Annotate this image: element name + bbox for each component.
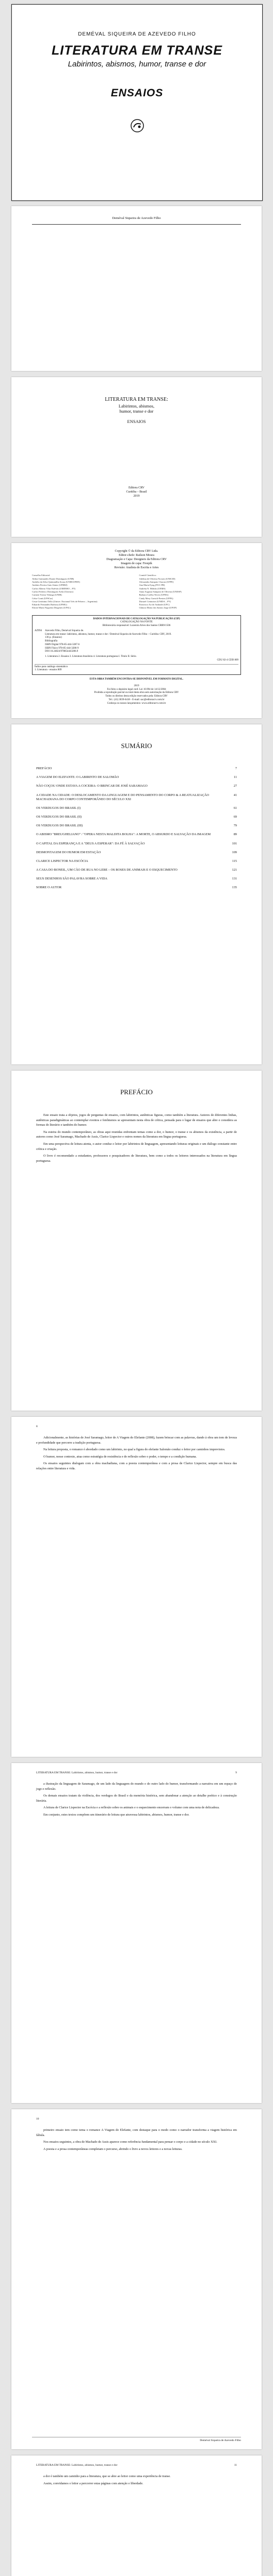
rights-holder: Todos os direitos desta edição reservados pela: Editora CRV [105,695,168,698]
running-footer-author: Deméval Siqueira de Azevedo Filho [200,2439,241,2442]
rights-website: Conheça os nossos lançamentos: www.editoracrv.com.br [107,702,166,705]
cover-author: DEMÉVAL SIQUEIRA DE AZEVEDO FILHO [78,31,196,37]
design-line: Diagramação e Capa: Designers da Editora CRV [106,558,167,562]
running-header [36,1771,237,1774]
body-paragraph: a ilustração da linguagem de Saramago, de um lado da linguagem do mundo e do outro lado do humor, transformando a narrativa em um espaço de jogo e reflexão. [36,1782,237,1791]
summary-item[interactable] [36,793,237,802]
summary-item[interactable] [36,851,237,855]
copyright-page [11,543,262,718]
cip-index-heading: Índice para catálogo sistemático [35,665,68,668]
summary-item-page: 101 [232,841,237,845]
body-paragraph: Os demais ensaios tratam da violência, dos verdugos do Brasil e da memória histórica, sem abandonar a atenção ao detalhe poético e à construção literária. [36,1794,237,1803]
cip-code: AZ994 [35,629,42,632]
summary-item[interactable] [36,784,237,788]
body-paragraph: O humor, nesse contexto, atua como estratégia de resistência e de reflexão sobre o poder, o tempo e a condição humana. [43,1454,197,1459]
preface-heading: PREFÁCIO [120,1088,153,1096]
summary-item[interactable] [36,775,237,779]
page-number: 9 [235,1771,237,1774]
summary-item-page: 7 [235,767,237,770]
cover-image-line: Imagem de capa: Freepik [121,562,152,566]
summary-item-title: SEUS DESENHOS SÃO PALAVRA SOBRE A VIDA [36,877,108,881]
title-page-year: 2019 [133,495,140,498]
summary-item-title: O CAPITAL DA ESPERANÇA E A "DEUS A ESPERAR": DA FÉ À SALVAÇÃO [36,841,145,845]
summary-item-page: 69 [233,815,237,819]
summary-item[interactable] [36,833,237,837]
cip-isbn-fisico: ISBN Físico 978-85-444-3286-9 [45,647,79,650]
running-footer [32,2437,241,2442]
body-paragraph: primeiro ensaio tem como tema o romance A Viagem do Elefante, com destaque para o modo como o narrador transforma a viagem histórica em fábula. [36,2128,237,2137]
body-page-10 [11,2109,262,2449]
summary-item-title: OS VERDUGOS DO BRASIL (II) [36,815,82,819]
title-page-title: LITERATURA EM TRANSE: [105,397,168,402]
title-page-subtitle-1: Labirintos, abismos, [118,403,155,409]
running-header-title: LITERATURA EM TRANSE: Labirintos, abismos, humor, transe e dor [36,1771,118,1774]
cip-author: Azevedo Filho, Deméval Siqueira de. [45,629,84,632]
summary-item[interactable] [36,868,237,872]
preface-paragraph: Na esteira do mundo contemporâneo, as obras aqui reunidas enfrentam temas como a dor, o humor, o transe e os abismos da existência, a partir de autores como José Saramago, Machado de Assis, Clarice Lispector e outros nomes da literatura em língua portuguesa. [36,1130,237,1139]
body-paragraph: Na leitura proposta, o romance é abordado como um labirinto, no qual a figura do elefante Salomão conduz o leitor por caminhos imprevistos. [43,1448,226,1452]
rights-prohibition: Proibida a reprodução parcial ou total desta obra sem autorização da Editora CRV [94,691,179,694]
summary-heading: SUMÁRIO [121,742,152,750]
cip-bibliography: Bibliografia [45,640,58,643]
cip-librarian: Bibliotecária responsável: Luzenira Alves dos Santos CRB9/1506 [102,624,171,628]
preface-paragraph: Este ensaio trata a objetos, jogos de perguntas de ensaios, com labirintos, autênticas figuras, como também a literatura. Autores de diferentes linhas, autênticas paradigmáticas ao contemplar eventos e fenômenos se apresentam nesta obra de crítica, pensada para o lugar de ensaios que abre e considera as formas do literário e também do humor. [36,1113,237,1127]
summary-item-page: 11 [233,775,237,779]
running-header-title: LITERATURA EM TRANSE: Labirintos, abismos, humor, transe e dor [36,2464,118,2467]
title-page [11,377,262,537]
summary-item-page: 121 [232,868,237,872]
page-number: 10 [36,2117,39,2121]
body-page-9 [11,1763,262,2103]
summary-item-title: SOBRE O AUTOR [36,886,62,890]
summary-item-page: 131 [232,877,237,881]
rights-contact: Tel.: (41) 3039-6418 - E-mail: sac@editoracrv.com.br [108,698,165,701]
running-header [36,2464,237,2467]
body-paragraph: A leitura de Clarice Lispector na Escócia e a reflexão sobre os animais e o esquecimento encerram o volume com uma nota de delicadeza. [43,1806,220,1810]
page-number: 8 [36,1425,38,1428]
summary-item-page: 89 [233,833,237,837]
copyright-line: Copyright © da Editora CRV Ltda. [115,550,158,553]
preface-page [11,1071,262,1411]
summary-item[interactable] [36,824,237,828]
revision-line: Revisão: Analista de Escrita e Artes [114,566,159,570]
body-paragraph: Nos ensaios seguintes, a obra de Machado de Assis aparece como referência fundamental para pensar o corpo e a cidade no século XXI. [43,2140,217,2144]
summary-item-page: 109 [232,850,237,854]
summary-item[interactable] [36,815,237,819]
summary-item-page: 79 [233,824,237,828]
title-page-publisher: Editora CRV [128,486,145,489]
summary-item-title: OS VERDUGOS DO BRASIL (I) [36,806,81,810]
half-title-author: Deméval Siqueira de Azevedo Filho [112,216,161,220]
summary-item-title: CLARICE LISPECTOR NA ESCÓCIA [36,859,88,863]
body-paragraph: Em conjunto, estes textos compõem um itinerário de leitura que atravessa labirintos, abismos, humor, transe e dor. [43,1813,189,1817]
summary-list [36,767,237,890]
title-page-subtitle-2: humor, transe e dor [119,409,154,414]
cip-subjects: 1. Literatura 2. Ensaios 3. Literatura brasileira 4. Literatura portuguesa I. Título II. Série. [45,655,137,658]
summary-item-title: A VIAGEM DO ELEFANTE: O LABIRINTO DE SALOMÃO [36,775,119,779]
summary-item[interactable] [36,767,237,771]
page-number: 11 [234,2464,237,2467]
summary-item-page: 41 [233,793,237,797]
summary-item-page: 61 [233,806,237,810]
body-paragraph: A poesia e a prosa contemporâneas completam o percurso, abrindo o livro a novos leitores e a novas leituras. [43,2147,183,2151]
summary-item-title: O ABISMO "BREUGHELIANO" / "OPERA NESTA MALDITA BOLHA": A MORTE, O ABSURDO E SALVAÇÃO DA IMAGEM [36,833,211,837]
cip-pages: 136 p. (Ensaios) [45,636,62,639]
cover-series: ENSAIOS [110,87,164,99]
rights-year: 2019 [134,684,139,687]
title-page-city: Curitiba – Brasil [126,490,147,494]
cover-title: LITERATURA EM TRANSE [51,43,223,58]
summary-item[interactable] [36,806,237,810]
preface-paragraph: O livro é recomendado a estudantes, professores e pesquisadores de literatura, bem como a todos os leitores interessados na literatura em língua portuguesa. [36,1154,237,1163]
rights-deposit: Foi feito o depósito legal conf. Lei 10.994 de 14/12/2004 [107,688,166,691]
summary-item[interactable] [36,859,237,863]
summary-item-title: A CASA DO BONEIL, UM CÃO DE RUA NO LEBE – OS ROSES DE ANIMAIS E O ESQUECIMENTO [36,868,178,872]
summary-item-page: 115 [232,859,237,863]
body-page-8 [11,1417,262,1757]
editor-line: Editor-chefe: Railson Moura [119,554,154,557]
summary-item-title: PREFÁCIO [36,767,52,770]
cip-box [32,615,241,675]
summary-item-title: NÃO COÇOU ONDE ESTAVA A COCEIRA: O BRINCAR DE JOSÉ SARAMAGO [36,784,148,788]
cip-subtitle: CATALOGAÇÃO NA FONTE [120,621,153,624]
publisher-logo-icon [131,119,144,132]
summary-item[interactable] [36,842,237,846]
summary-item-page: 135 [232,886,237,890]
book-cover [11,4,263,201]
summary-item[interactable] [36,877,237,881]
body-page-11 [11,2455,262,2576]
title-page-series: ENSAIOS [127,419,146,424]
half-title-page [11,206,262,371]
body-paragraph: Os ensaios seguintes dialogam com a obra machadiana, com a poesia contemporânea e com a prosa de Clarice Lispector, sempre em busca das relações entre literatura e vida. [36,1462,237,1471]
body-paragraph: Assim, convidamos o leitor a percorrer estas páginas com atenção e liberdade. [43,2481,143,2485]
cip-isbn-digital: ISBN Digital 978-85-444-3287-6 [45,643,80,646]
summary-item-page: 27 [233,784,237,788]
cip-index-entry: 1. Literatura - ensaios 809 [35,669,62,672]
editorial-board: Conselho Editorial: Aldira Guimarães Duarte Domínguez (UNB) Andréia da Silva Quintanilha Sousa (UNIR/UFRN) Antônio Pereira Gaio Júnior (UFRRJ) Carlos Alberto Vilar Estêvão (UMINHO – PT) Carlos Federico Dominguez Avila (Unieuro) Carmen Tereza Velanga (UNIR) Celso Conti (UFSCar) Cesar Gerónimo Tello (Univer .Nacional Três de Febrero – Argentina) Eduardo Fernandes Barbosa (UFMG) Elione Maria Nogueira Diogenes (UFAL) Comitê Científico: Adelina de Oliveira Novaes (UNICID) Alessandra Sampaio Chacon (UFPE) Ana Maria Eyng (PUC-PR) Andréia N. Militão (UEMS) Anna Augusta Sampaio de Oliveira (UNESP) Barbara Coelho Neves (UFBA) Cindy Mery Gavioli-Prestes (UFPA) Diosnel Centurion (UNIDA – PY) Francisco Ari de Andrade (UFC) Gláucia Maria dos Santos Jorge (UFOP) [32,574,182,609]
cip-title-line: Literatura em transe: labirintos, abismos, humor, transe e dor / Deméval Siqueira de Azevedo Filho – Curitiba: CRV, 2019. [45,633,172,636]
cip-title: DADOS INTERNACIONAIS DE CATALOGAÇÃO NA PUBLICAÇÃO (CIP) [93,617,180,620]
body-paragraph: a dor é também um caminho para a literatura, que se abre ao leitor como uma experiência de transe. [43,2475,171,2478]
cip-doi: DOI 10.24824/978854443286.9 [45,650,78,653]
summary-item-title: A CIDADE NA CIDADE: O DESLOCAMENTO DA LINGUAGEM E DO PENSAMENTO DO CORPO & A REATUALIZAÇÃO MACHADIANA DO CORPO CONTEMPORÂNEO DO SÉCULO XXI [36,793,210,801]
digital-note: ESTA OBRA TAMBÉM ENCONTRA-SE DISPONÍVEL EM FORMATO DIGITAL. [89,678,184,681]
cip-classification: CDU 82-4 CDD 809 [217,658,238,662]
summary-item[interactable] [36,886,237,890]
summary-item-title: OS VERDUGOS DO BRASIL (III) [36,824,83,828]
cover-subtitle: Labirintos, abismos, humor, transe e dor [68,60,206,69]
body-paragraph: Adicionalmente, as histórias de José Saramago, leitor de A Viagem do Elefante (2008), fazem brincar com as palavras, dando à obra um tom de leveza e profundidade que percorre a tradição portuguesa. [36,1436,237,1445]
summary-item-title: DESMONTAGEM DO HUMOR EM ESTAÇÃO [36,850,101,854]
summary-page [11,724,262,1064]
preface-paragraph: Em uma perspectiva de leitura atenta, o autor conduz o leitor por labirintos de linguagem, apresentando leituras originais e um diálogo constante entre crítica e criação. [36,1142,237,1151]
